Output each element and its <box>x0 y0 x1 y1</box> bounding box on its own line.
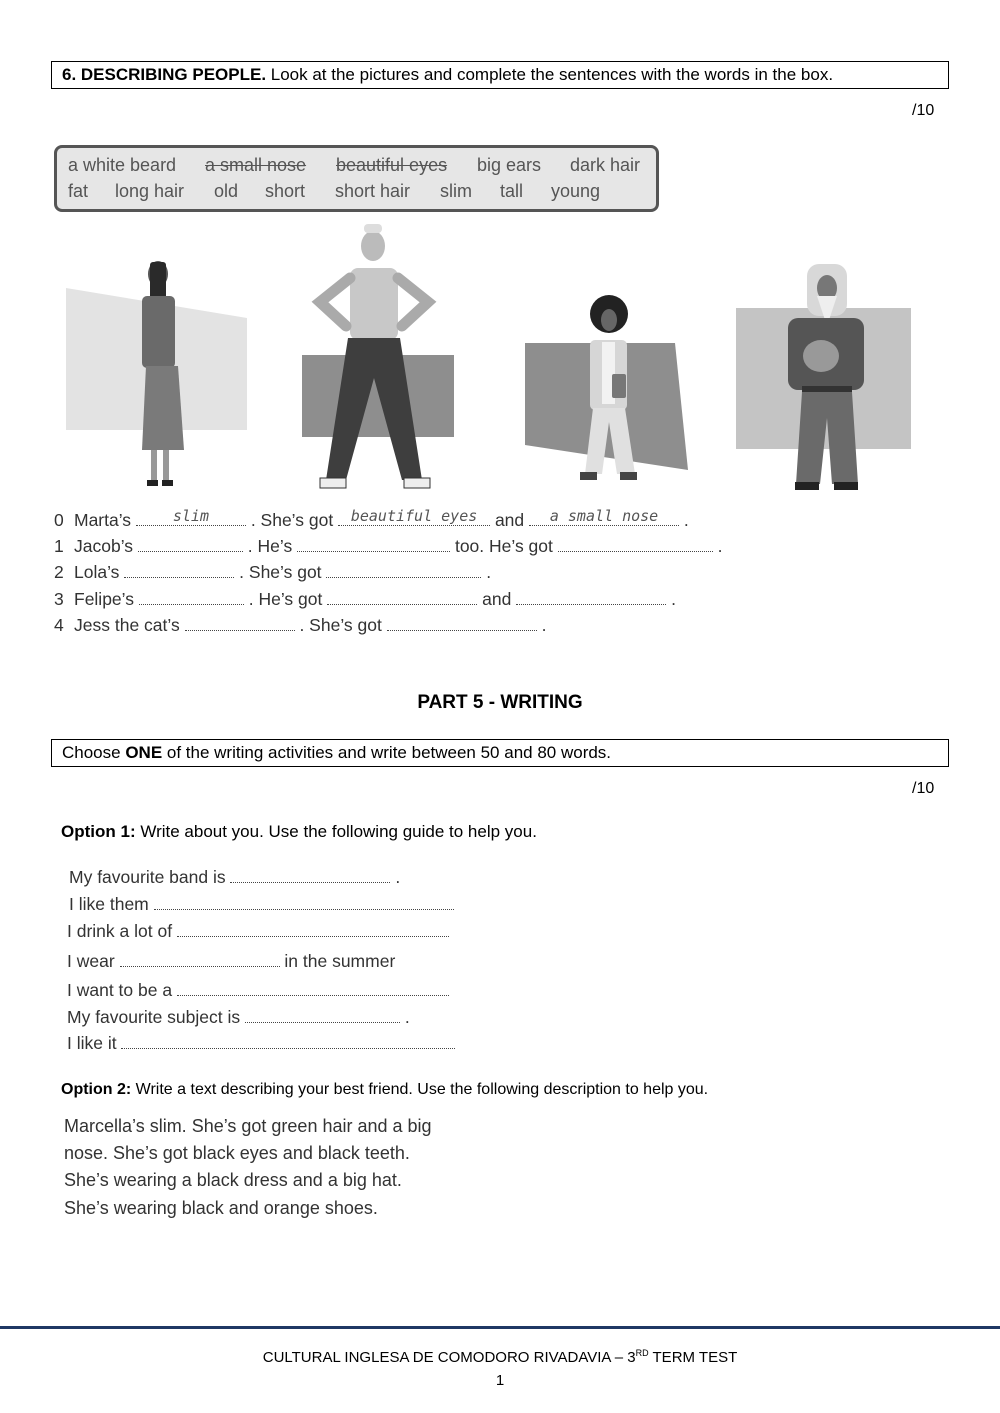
word-item: short <box>265 181 306 201</box>
sentence-number: 2 <box>54 562 64 582</box>
answer-blank[interactable] <box>387 616 537 631</box>
word-item: old <box>214 181 239 201</box>
footer-text-b: TERM TEST <box>648 1349 738 1366</box>
guide-line <box>67 1007 410 1028</box>
answer-blank[interactable] <box>529 507 679 526</box>
sentence-text: . <box>486 562 492 582</box>
option2-heading <box>61 1081 708 1099</box>
person-felipe <box>788 264 864 490</box>
sentence-text: Marta’s <box>74 510 132 530</box>
guide-text: I wear <box>67 951 115 971</box>
word-item: short hair <box>335 181 411 201</box>
answer-blank[interactable] <box>138 537 243 552</box>
answer-blank[interactable] <box>297 537 450 552</box>
part5-instruction-box <box>51 739 949 767</box>
sentence-text: . She’s got <box>250 510 334 530</box>
sentence-row <box>54 536 723 557</box>
sentence-text: . He’s <box>247 536 293 556</box>
handwritten-answer: slim <box>172 507 209 525</box>
answer-blank[interactable] <box>139 590 244 605</box>
task6-instruction: Look at the pictures and complete the sentences with the words in the box. <box>266 65 834 84</box>
footer-divider <box>0 1326 1000 1329</box>
word-item: tall <box>500 181 524 201</box>
sentence-text: . <box>541 615 547 635</box>
sentence-text: Jess the cat’s <box>74 615 180 635</box>
guide-blank[interactable] <box>177 981 449 996</box>
word-item: young <box>551 181 601 201</box>
word-item-struck: a small nose <box>205 155 307 175</box>
sentence-text: . <box>683 510 689 530</box>
description-line: She’s wearing a black dress and a big hat. <box>64 1170 402 1190</box>
sentence-row <box>54 507 689 531</box>
word-item: long hair <box>115 181 185 201</box>
person-marta <box>142 261 184 486</box>
guide-blank[interactable] <box>121 1034 455 1049</box>
footer-text <box>0 1348 1000 1366</box>
part5-title: PART 5 - WRITING <box>417 692 583 713</box>
sentence-text: . He’s got <box>248 589 323 609</box>
answer-blank[interactable] <box>327 590 477 605</box>
part5-instruction-a: Choose <box>62 743 126 762</box>
task6-instruction-box <box>51 61 949 89</box>
part5-instruction-emphasis: ONE <box>125 743 163 762</box>
option1-heading <box>61 822 537 842</box>
guide-text: I drink a lot of <box>67 921 173 941</box>
word-item: slim <box>440 181 472 201</box>
option1-text: Write about you. Use the following guide to help you. <box>135 822 537 841</box>
sentence-text: . She’s got <box>239 562 322 582</box>
guide-blank[interactable] <box>177 922 449 937</box>
guide-line <box>67 951 395 972</box>
word-box <box>54 145 659 212</box>
option2-text: Write a text describing your best friend. Use the following description to help you. <box>131 1081 709 1098</box>
sentence-text: and <box>482 589 512 609</box>
sentence-text: too. He’s got <box>454 536 553 556</box>
guide-text: I want to be a <box>67 980 173 1000</box>
page-number: 1 <box>495 1372 505 1389</box>
guide-line <box>67 921 449 942</box>
description-line: nose. She’s got black eyes and black teeth. <box>64 1143 410 1163</box>
sentence-text: . She’s got <box>299 615 382 635</box>
guide-text: . <box>404 1007 410 1027</box>
sentence-number: 4 <box>54 615 64 635</box>
answer-blank[interactable] <box>136 507 246 526</box>
sentence-text: . <box>717 536 723 556</box>
part5-instruction-c: of the writing activities and write between 50 and 80 words. <box>162 743 612 762</box>
guide-line <box>67 980 449 1001</box>
word-item: dark hair <box>570 155 641 175</box>
answer-blank[interactable] <box>185 616 295 631</box>
word-item: fat <box>68 181 89 201</box>
option1-label: Option 1: <box>61 822 136 841</box>
word-item-struck: beautiful eyes <box>336 155 448 175</box>
sentence-number: 1 <box>54 536 64 556</box>
answer-blank[interactable] <box>516 590 666 605</box>
sentence-text: . <box>671 589 676 609</box>
guide-text: I like them <box>69 894 149 914</box>
sentence-text: Lola’s <box>74 562 120 582</box>
guide-text: My favourite band is <box>69 867 226 887</box>
answer-blank[interactable] <box>326 563 481 578</box>
handwritten-answer: beautiful eyes <box>350 507 478 525</box>
guide-text: . <box>395 867 401 887</box>
answer-blank[interactable] <box>558 537 713 552</box>
description-line: Marcella’s slim. She’s got green hair and a big <box>64 1116 432 1136</box>
sentence-text: and <box>494 510 525 530</box>
part5-score: /10 <box>912 780 935 797</box>
task6-title: 6. DESCRIBING PEOPLE. <box>62 65 267 84</box>
guide-line <box>69 867 400 888</box>
footer-text-a: CULTURAL INGLESA DE COMODORO RIVADAVIA – 3 <box>262 1349 636 1366</box>
guide-blank[interactable] <box>245 1008 400 1023</box>
guide-text: I like it <box>67 1033 117 1053</box>
sentence-text: Felipe’s <box>74 589 134 609</box>
task6-score: /10 <box>912 102 935 119</box>
guide-text: in the summer <box>284 951 396 971</box>
footer-superscript: RD <box>635 1348 649 1358</box>
guide-blank[interactable] <box>230 868 390 883</box>
sentence-number: 3 <box>54 589 64 609</box>
sentence-number: 0 <box>54 510 64 530</box>
sentence-row <box>54 615 546 636</box>
word-item: a white beard <box>68 155 177 175</box>
answer-blank[interactable] <box>338 507 490 526</box>
option2-label: Option 2: <box>61 1081 132 1098</box>
description-line: She’s wearing black and orange shoes. <box>64 1198 378 1218</box>
sentence-row <box>54 562 491 583</box>
answer-blank[interactable] <box>124 563 234 578</box>
sentence-text: Jacob’s <box>74 536 134 556</box>
people-illustration <box>50 222 930 500</box>
guide-blank[interactable] <box>120 952 280 967</box>
guide-blank[interactable] <box>154 895 454 910</box>
guide-line <box>69 894 454 915</box>
word-item: big ears <box>477 155 542 175</box>
handwritten-answer: a small nose <box>549 507 659 525</box>
guide-text: My favourite subject is <box>67 1007 241 1027</box>
sentence-row <box>54 589 676 610</box>
guide-line <box>67 1033 455 1054</box>
